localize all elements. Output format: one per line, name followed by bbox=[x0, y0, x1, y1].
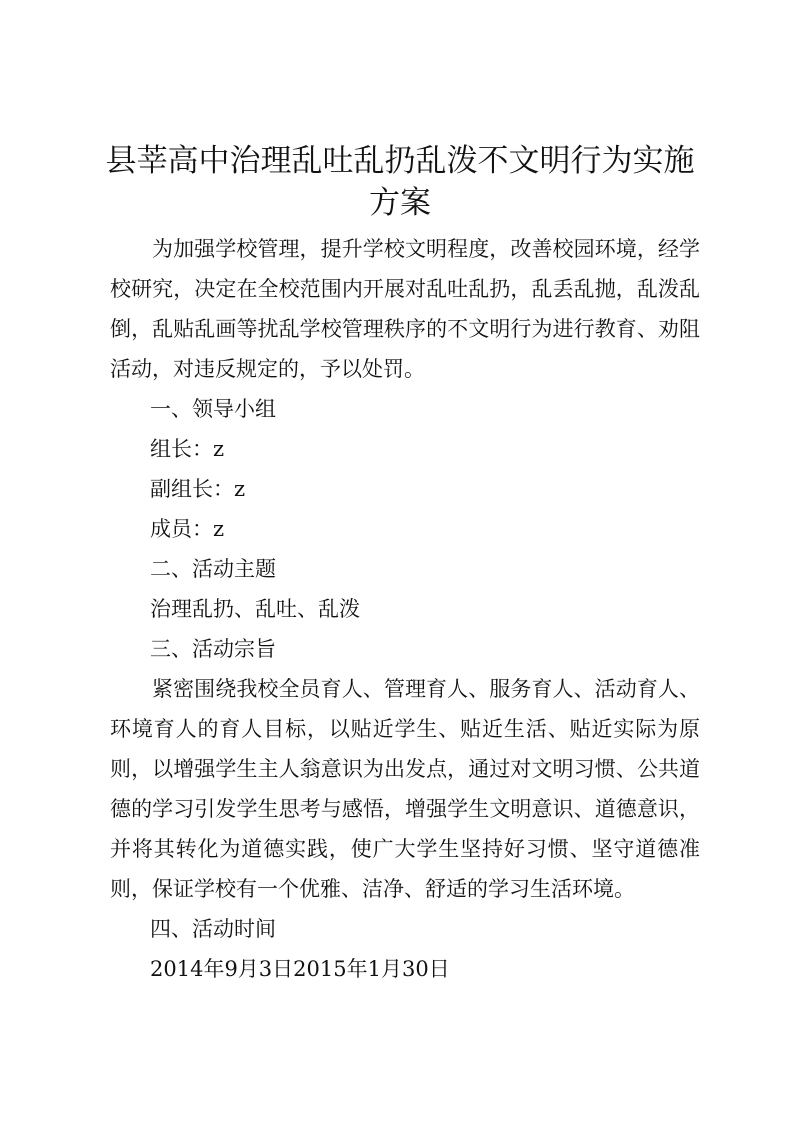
section-heading-theme: 二、活动主题 bbox=[150, 557, 276, 581]
document-body bbox=[110, 229, 700, 989]
section-heading-purpose: 三、活动宗旨 bbox=[150, 637, 276, 661]
document-title: 县莘高中治理乱吐乱扔乱泼不文明行为实施方案 bbox=[105, 143, 695, 221]
section-heading-leadership: 一、领导小组 bbox=[150, 397, 276, 421]
theme-line: 治理乱扔、乱吐、乱泼 bbox=[150, 597, 360, 621]
section-heading-time: 四、活动时间 bbox=[150, 917, 276, 941]
purpose-paragraph: 紧密围绕我校全员育人、管理育人、服务育人、活动育人、环境育人的育人目标，以贴近学生、贴近生活、贴近实际为原则，以增强学生主人翁意识为出发点，通过对文明习惯、公共道德的学习引发学生思考与感悟，增强学生文明意识、道德意识，并将其转化为道德实践，使广大学生坚持好习惯、坚守道德准则，保证学校有一个优雅、洁净、舒适的学习生活环境。 bbox=[110, 677, 700, 901]
members-line: 成员：z bbox=[150, 517, 225, 541]
time-line: 2014年9月3日2015年1月30日 bbox=[150, 957, 450, 981]
leader-line: 组长：z bbox=[150, 437, 225, 461]
deputy-leader-line: 副组长：z bbox=[150, 477, 246, 501]
intro-paragraph: 为加强学校管理，提升学校文明程度，改善校园环境，经学校研究，决定在全校范围内开展对乱吐乱扔，乱丢乱抛，乱泼乱倒，乱贴乱画等扰乱学校管理秩序的不文明行为进行教育、劝阻活动，对违反规定的，予以处罚。 bbox=[110, 237, 700, 381]
